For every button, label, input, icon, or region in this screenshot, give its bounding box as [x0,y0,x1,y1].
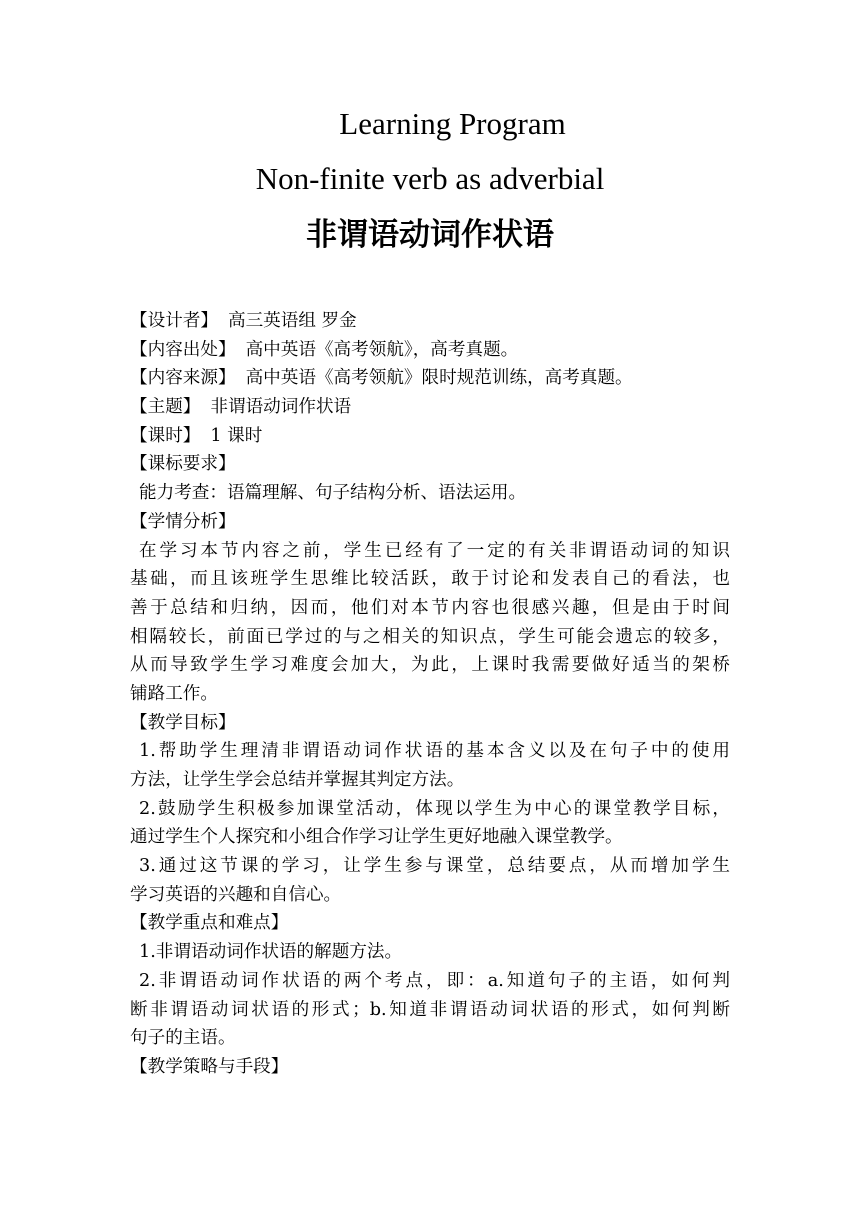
content-source-value: 高中英语《高考领航》限时规范训练，高考真题。 [245,368,633,389]
designer-value: 高三英语组 罗金 [227,311,357,331]
analysis-line: 相隔较长，前面已学过的与之相关的知识点，学生可能会遗忘的较多， [130,626,730,647]
topic-row [130,393,730,422]
strategy-heading: 【教学策略与手段】 [130,1056,289,1077]
objective-line: 2.鼓励学生积极参加课堂活动，体现以学生为中心的课堂教学目标， [139,798,730,819]
document-subtitle: Non-finite verb as adverbial [255,161,605,196]
document-title: Learning Program [339,106,566,141]
analysis-line: 在学习本节内容之前，学生已经有了一定的有关非谓语动词的知识 [139,540,730,561]
keypoint-line: 1.非谓语动词作状语的解题方法。 [139,942,403,963]
content-origin-row [130,336,730,365]
content-origin-value: 高中英语《高考领航》，高考真题。 [245,339,519,360]
designer-row [130,307,730,336]
content-origin-label: 【内容出处】 [130,339,236,360]
standards-heading: 【课标要求】 [130,454,236,475]
topic-label: 【主题】 [130,397,201,418]
content-source-label: 【内容来源】 [130,368,236,389]
analysis-line: 铺路工作。 [130,683,218,704]
standards-text: 能力考查：语篇理解、句子结构分析、语法运用。 [139,483,527,504]
objective-line: 学习英语的兴趣和自信心。 [130,884,342,905]
document-title-chinese: 非谓语动词作状语 [306,217,554,253]
analysis-line: 基础，而且该班学生思维比较活跃，敢于讨论和发表自己的看法，也 [130,569,730,590]
document-body [130,307,730,1082]
period-label: 【课时】 [130,425,201,446]
objective-line: 方法，让学生学会总结并掌握其判定方法。 [130,770,465,790]
keypoint-line: 2.非谓语动词作状语的两个考点，即：a.知道句子的主语，如何判 [139,970,730,991]
analysis-line: 善于总结和归纳，因而，他们对本节内容也很感兴趣，但是由于时间 [130,597,730,618]
designer-label: 【设计者】 [130,311,218,331]
analysis-heading: 【学情分析】 [130,511,236,532]
objective-line: 1.帮助学生理清非谓语动词作状语的基本含义以及在句子中的使用 [139,741,730,762]
period-row [130,422,730,451]
analysis-line: 从而导致学生学习难度会加大，为此，上课时我需要做好适当的架桥 [130,655,730,676]
topic-value: 非谓语动词作状语 [210,397,352,418]
content-source-row [130,364,730,393]
keypoints-heading: 【教学重点和难点】 [130,913,289,934]
period-value: 1 课时 [210,425,263,446]
objective-line: 通过学生个人探究和小组合作学习让学生更好地融入课堂教学。 [130,827,623,848]
objective-line: 3.通过这节课的学习，让学生参与课堂，总结要点，从而增加学生 [139,856,730,877]
objectives-heading: 【教学目标】 [130,712,236,733]
keypoint-line: 句子的主语。 [130,1028,236,1049]
keypoint-line: 断非谓语动词状语的形式；b.知道非谓语动词状语的形式，如何判断 [130,999,730,1020]
